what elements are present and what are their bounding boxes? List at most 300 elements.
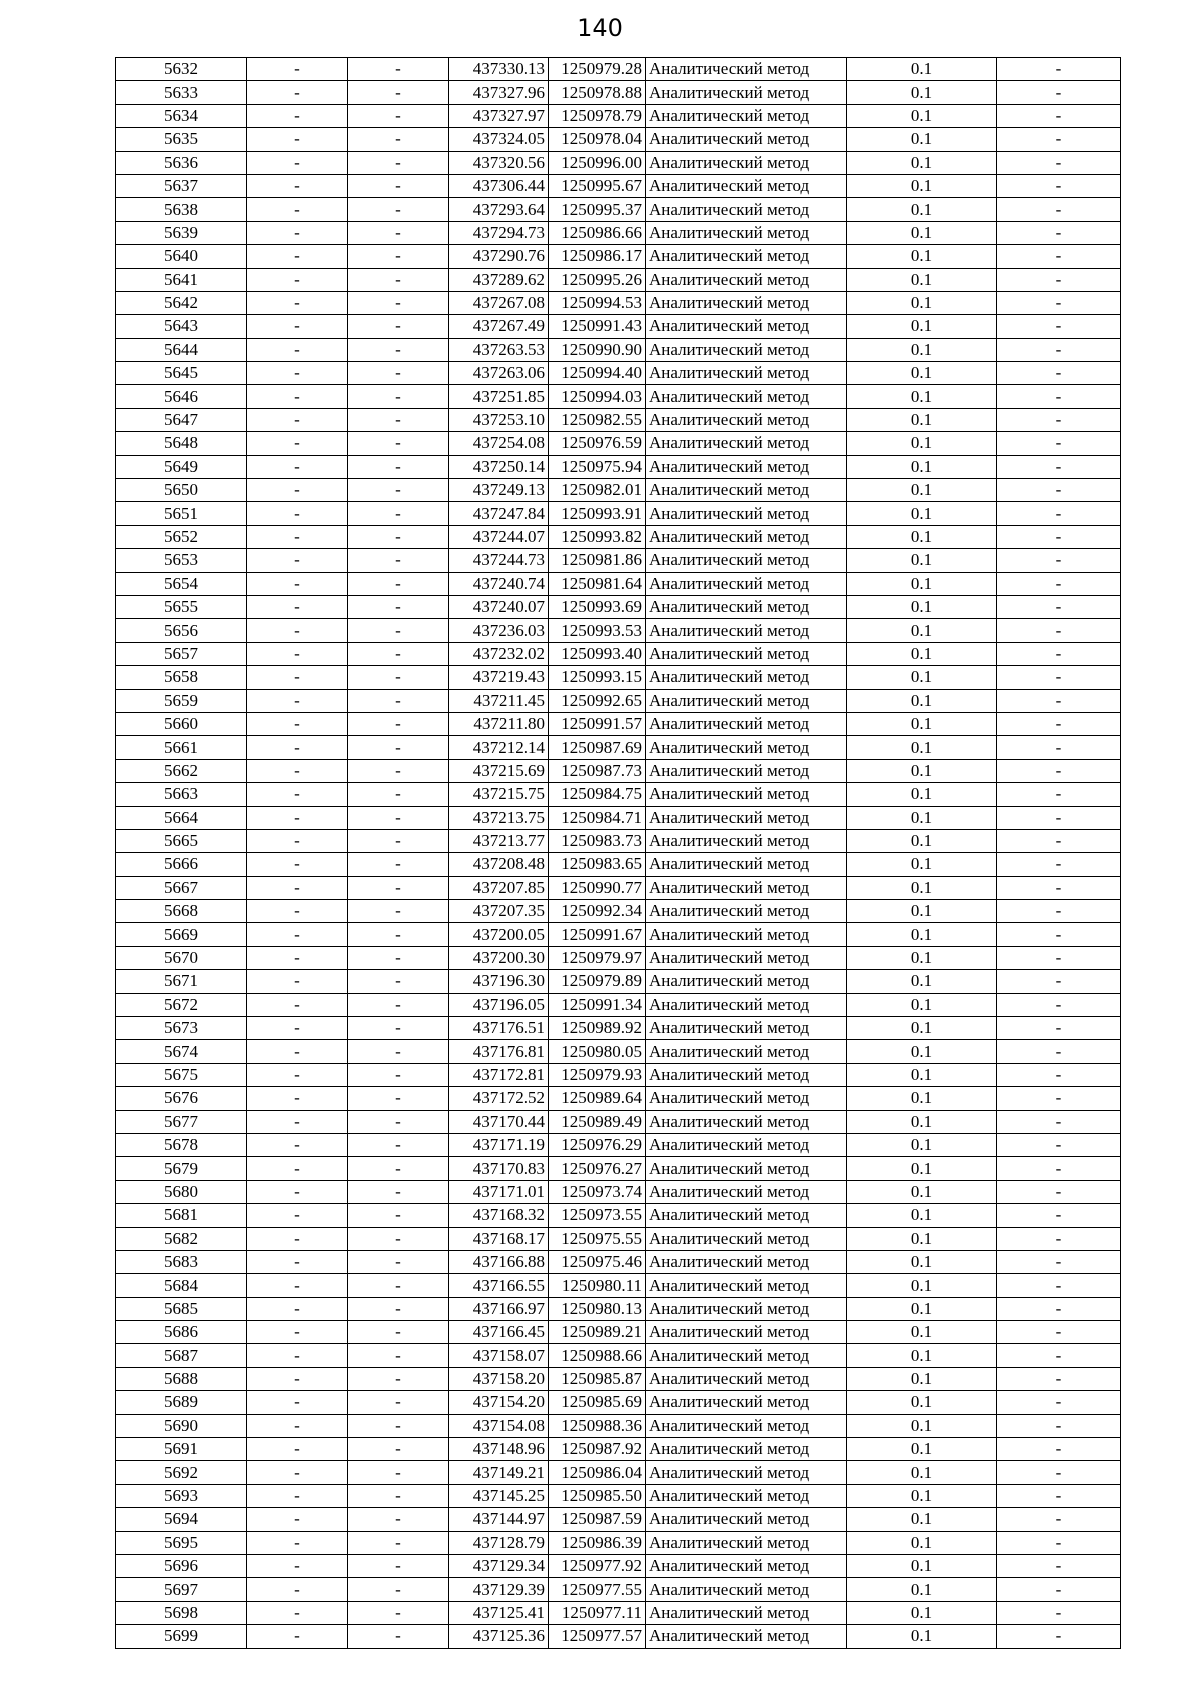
table-row [116,946,1121,969]
accuracy-cell: 0.1 [847,689,997,712]
note-cell: - [997,432,1121,455]
x-coordinate-cell: 437200.30 [449,946,549,969]
y-coordinate-cell: 1250978.79 [549,104,646,127]
note-cell: - [997,479,1121,502]
point-number-cell: 5693 [116,1484,247,1507]
method-cell: Аналитический метод [646,151,847,174]
note-cell: - [997,1531,1121,1554]
method-cell: Аналитический метод [646,1344,847,1367]
point-number-cell: 5634 [116,104,247,127]
table-row [116,1601,1121,1624]
x-coordinate-cell: 437263.06 [449,362,549,385]
accuracy-cell: 0.1 [847,1508,997,1531]
point-number-cell: 5641 [116,268,247,291]
y-coordinate-cell: 1250989.21 [549,1321,646,1344]
dash-cell-2: - [348,1180,449,1203]
x-coordinate-cell: 437294.73 [449,221,549,244]
note-cell: - [997,525,1121,548]
dash-cell-1: - [247,1250,348,1273]
point-number-cell: 5633 [116,81,247,104]
dash-cell-2: - [348,783,449,806]
note-cell: - [997,923,1121,946]
point-number-cell: 5657 [116,642,247,665]
table-row [116,1391,1121,1414]
method-cell: Аналитический метод [646,338,847,361]
point-number-cell: 5684 [116,1274,247,1297]
x-coordinate-cell: 437215.69 [449,759,549,782]
dash-cell-1: - [247,549,348,572]
note-cell: - [997,900,1121,923]
accuracy-cell: 0.1 [847,806,997,829]
note-cell: - [997,104,1121,127]
accuracy-cell: 0.1 [847,1204,997,1227]
table-row [116,1133,1121,1156]
method-cell: Аналитический метод [646,900,847,923]
accuracy-cell: 0.1 [847,1601,997,1624]
dash-cell-2: - [348,315,449,338]
y-coordinate-cell: 1250989.92 [549,1017,646,1040]
x-coordinate-cell: 437207.85 [449,876,549,899]
accuracy-cell: 0.1 [847,1040,997,1063]
accuracy-cell: 0.1 [847,759,997,782]
method-cell: Аналитический метод [646,221,847,244]
note-cell: - [997,642,1121,665]
x-coordinate-cell: 437251.85 [449,385,549,408]
note-cell: - [997,245,1121,268]
y-coordinate-cell: 1250979.97 [549,946,646,969]
x-coordinate-cell: 437253.10 [449,408,549,431]
accuracy-cell: 0.1 [847,128,997,151]
method-cell: Аналитический метод [646,1157,847,1180]
accuracy-cell: 0.1 [847,1110,997,1133]
note-cell: - [997,198,1121,221]
dash-cell-2: - [348,58,449,81]
point-number-cell: 5688 [116,1367,247,1390]
point-number-cell: 5680 [116,1180,247,1203]
dash-cell-2: - [348,1391,449,1414]
dash-cell-2: - [348,1601,449,1624]
accuracy-cell: 0.1 [847,1250,997,1273]
x-coordinate-cell: 437240.07 [449,595,549,618]
table-row [116,1063,1121,1086]
y-coordinate-cell: 1250993.91 [549,502,646,525]
method-cell: Аналитический метод [646,572,847,595]
accuracy-cell: 0.1 [847,1180,997,1203]
x-coordinate-cell: 437154.20 [449,1391,549,1414]
note-cell: - [997,1321,1121,1344]
table-row [116,1461,1121,1484]
note-cell: - [997,829,1121,852]
point-number-cell: 5658 [116,666,247,689]
x-coordinate-cell: 437196.05 [449,993,549,1016]
table-row [116,291,1121,314]
x-coordinate-cell: 437125.36 [449,1625,549,1648]
x-coordinate-cell: 437215.75 [449,783,549,806]
table-row [116,104,1121,127]
table-row [116,221,1121,244]
dash-cell-2: - [348,572,449,595]
x-coordinate-cell: 437327.96 [449,81,549,104]
y-coordinate-cell: 1250973.74 [549,1180,646,1203]
point-number-cell: 5640 [116,245,247,268]
table-row [116,1250,1121,1273]
table-row [116,1531,1121,1554]
x-coordinate-cell: 437267.49 [449,315,549,338]
note-cell: - [997,408,1121,431]
dash-cell-2: - [348,549,449,572]
dash-cell-2: - [348,595,449,618]
accuracy-cell: 0.1 [847,853,997,876]
dash-cell-1: - [247,174,348,197]
dash-cell-1: - [247,1531,348,1554]
y-coordinate-cell: 1250980.05 [549,1040,646,1063]
dash-cell-2: - [348,900,449,923]
method-cell: Аналитический метод [646,1578,847,1601]
dash-cell-1: - [247,923,348,946]
dash-cell-2: - [348,1414,449,1437]
table-row [116,642,1121,665]
y-coordinate-cell: 1250991.34 [549,993,646,1016]
dash-cell-1: - [247,946,348,969]
y-coordinate-cell: 1250995.37 [549,198,646,221]
dash-cell-2: - [348,479,449,502]
x-coordinate-cell: 437208.48 [449,853,549,876]
method-cell: Аналитический метод [646,923,847,946]
dash-cell-2: - [348,1017,449,1040]
table-body [116,58,1121,1649]
x-coordinate-cell: 437171.19 [449,1133,549,1156]
y-coordinate-cell: 1250975.46 [549,1250,646,1273]
method-cell: Аналитический метод [646,1297,847,1320]
method-cell: Аналитический метод [646,1087,847,1110]
note-cell: - [997,595,1121,618]
dash-cell-1: - [247,221,348,244]
x-coordinate-cell: 437320.56 [449,151,549,174]
y-coordinate-cell: 1250993.69 [549,595,646,618]
dash-cell-2: - [348,712,449,735]
table-row [116,829,1121,852]
accuracy-cell: 0.1 [847,1555,997,1578]
dash-cell-1: - [247,1321,348,1344]
dash-cell-1: - [247,1484,348,1507]
accuracy-cell: 0.1 [847,1087,997,1110]
table-row [116,970,1121,993]
page-number: 140 [577,14,623,42]
x-coordinate-cell: 437244.73 [449,549,549,572]
point-number-cell: 5639 [116,221,247,244]
dash-cell-1: - [247,900,348,923]
accuracy-cell: 0.1 [847,572,997,595]
method-cell: Аналитический метод [646,642,847,665]
method-cell: Аналитический метод [646,1601,847,1624]
note-cell: - [997,1508,1121,1531]
y-coordinate-cell: 1250991.67 [549,923,646,946]
table-row [116,993,1121,1016]
table-row [116,1321,1121,1344]
dash-cell-1: - [247,876,348,899]
accuracy-cell: 0.1 [847,362,997,385]
dash-cell-1: - [247,619,348,642]
dash-cell-1: - [247,806,348,829]
x-coordinate-cell: 437196.30 [449,970,549,993]
point-number-cell: 5669 [116,923,247,946]
point-number-cell: 5675 [116,1063,247,1086]
x-coordinate-cell: 437207.35 [449,900,549,923]
table-row [116,58,1121,81]
table-row [116,783,1121,806]
y-coordinate-cell: 1250987.73 [549,759,646,782]
y-coordinate-cell: 1250992.65 [549,689,646,712]
dash-cell-2: - [348,198,449,221]
x-coordinate-cell: 437171.01 [449,1180,549,1203]
point-number-cell: 5667 [116,876,247,899]
dash-cell-1: - [247,595,348,618]
method-cell: Аналитический метод [646,362,847,385]
accuracy-cell: 0.1 [847,479,997,502]
table-row [116,385,1121,408]
y-coordinate-cell: 1250984.71 [549,806,646,829]
y-coordinate-cell: 1250979.28 [549,58,646,81]
note-cell: - [997,385,1121,408]
note-cell: - [997,268,1121,291]
x-coordinate-cell: 437244.07 [449,525,549,548]
dash-cell-1: - [247,1157,348,1180]
x-coordinate-cell: 437166.97 [449,1297,549,1320]
note-cell: - [997,993,1121,1016]
note-cell: - [997,1461,1121,1484]
note-cell: - [997,1087,1121,1110]
x-coordinate-cell: 437247.84 [449,502,549,525]
x-coordinate-cell: 437172.81 [449,1063,549,1086]
dash-cell-2: - [348,689,449,712]
point-number-cell: 5698 [116,1601,247,1624]
method-cell: Аналитический метод [646,829,847,852]
dash-cell-2: - [348,1484,449,1507]
table-row [116,1087,1121,1110]
dash-cell-1: - [247,291,348,314]
dash-cell-2: - [348,151,449,174]
dash-cell-2: - [348,666,449,689]
note-cell: - [997,1391,1121,1414]
x-coordinate-cell: 437166.88 [449,1250,549,1273]
dash-cell-2: - [348,104,449,127]
table-row [116,338,1121,361]
x-coordinate-cell: 437154.08 [449,1414,549,1437]
note-cell: - [997,1040,1121,1063]
x-coordinate-cell: 437219.43 [449,666,549,689]
dash-cell-1: - [247,1578,348,1601]
accuracy-cell: 0.1 [847,1414,997,1437]
table-row [116,1438,1121,1461]
dash-cell-2: - [348,525,449,548]
dash-cell-2: - [348,642,449,665]
dash-cell-2: - [348,1508,449,1531]
dash-cell-2: - [348,1625,449,1648]
point-number-cell: 5645 [116,362,247,385]
point-number-cell: 5659 [116,689,247,712]
table-row [116,1227,1121,1250]
dash-cell-2: - [348,81,449,104]
x-coordinate-cell: 437240.74 [449,572,549,595]
method-cell: Аналитический метод [646,291,847,314]
dash-cell-2: - [348,1133,449,1156]
accuracy-cell: 0.1 [847,1321,997,1344]
dash-cell-1: - [247,1017,348,1040]
table-row [116,1180,1121,1203]
note-cell: - [997,1578,1121,1601]
dash-cell-1: - [247,502,348,525]
method-cell: Аналитический метод [646,1040,847,1063]
note-cell: - [997,455,1121,478]
dash-cell-1: - [247,525,348,548]
y-coordinate-cell: 1250977.57 [549,1625,646,1648]
method-cell: Аналитический метод [646,525,847,548]
note-cell: - [997,128,1121,151]
note-cell: - [997,1180,1121,1203]
table-row [116,806,1121,829]
accuracy-cell: 0.1 [847,1625,997,1648]
method-cell: Аналитический метод [646,1438,847,1461]
x-coordinate-cell: 437232.02 [449,642,549,665]
x-coordinate-cell: 437211.80 [449,712,549,735]
y-coordinate-cell: 1250986.17 [549,245,646,268]
y-coordinate-cell: 1250979.93 [549,1063,646,1086]
point-number-cell: 5681 [116,1204,247,1227]
x-coordinate-cell: 437149.21 [449,1461,549,1484]
x-coordinate-cell: 437144.97 [449,1508,549,1531]
table-row [116,1508,1121,1531]
note-cell: - [997,1227,1121,1250]
accuracy-cell: 0.1 [847,104,997,127]
dash-cell-2: - [348,1531,449,1554]
table-row [116,1297,1121,1320]
dash-cell-2: - [348,876,449,899]
note-cell: - [997,1297,1121,1320]
x-coordinate-cell: 437211.45 [449,689,549,712]
dash-cell-2: - [348,245,449,268]
table-row [116,245,1121,268]
dash-cell-2: - [348,619,449,642]
y-coordinate-cell: 1250987.92 [549,1438,646,1461]
accuracy-cell: 0.1 [847,455,997,478]
dash-cell-1: - [247,759,348,782]
note-cell: - [997,1367,1121,1390]
table-row [116,923,1121,946]
dash-cell-2: - [348,1367,449,1390]
dash-cell-1: - [247,970,348,993]
y-coordinate-cell: 1250976.59 [549,432,646,455]
y-coordinate-cell: 1250993.53 [549,619,646,642]
method-cell: Аналитический метод [646,245,847,268]
table-row [116,1344,1121,1367]
table-row [116,81,1121,104]
method-cell: Аналитический метод [646,1133,847,1156]
y-coordinate-cell: 1250977.11 [549,1601,646,1624]
dash-cell-1: - [247,58,348,81]
method-cell: Аналитический метод [646,666,847,689]
method-cell: Аналитический метод [646,1414,847,1437]
point-number-cell: 5699 [116,1625,247,1648]
dash-cell-1: - [247,151,348,174]
table-row [116,619,1121,642]
accuracy-cell: 0.1 [847,993,997,1016]
table-row [116,666,1121,689]
method-cell: Аналитический метод [646,502,847,525]
method-cell: Аналитический метод [646,1508,847,1531]
note-cell: - [997,1601,1121,1624]
dash-cell-1: - [247,853,348,876]
note-cell: - [997,1063,1121,1086]
note-cell: - [997,666,1121,689]
dash-cell-2: - [348,1438,449,1461]
point-number-cell: 5697 [116,1578,247,1601]
x-coordinate-cell: 437213.77 [449,829,549,852]
y-coordinate-cell: 1250975.94 [549,455,646,478]
table-row [116,1157,1121,1180]
y-coordinate-cell: 1250982.55 [549,408,646,431]
method-cell: Аналитический метод [646,268,847,291]
note-cell: - [997,1017,1121,1040]
dash-cell-1: - [247,736,348,759]
x-coordinate-cell: 437172.52 [449,1087,549,1110]
point-number-cell: 5649 [116,455,247,478]
point-number-cell: 5646 [116,385,247,408]
method-cell: Аналитический метод [646,81,847,104]
accuracy-cell: 0.1 [847,338,997,361]
table-row [116,502,1121,525]
x-coordinate-cell: 437176.81 [449,1040,549,1063]
x-coordinate-cell: 437166.45 [449,1321,549,1344]
method-cell: Аналитический метод [646,1391,847,1414]
dash-cell-1: - [247,1367,348,1390]
y-coordinate-cell: 1250989.64 [549,1087,646,1110]
accuracy-cell: 0.1 [847,829,997,852]
accuracy-cell: 0.1 [847,1157,997,1180]
point-number-cell: 5653 [116,549,247,572]
table-row [116,549,1121,572]
dash-cell-1: - [247,642,348,665]
y-coordinate-cell: 1250978.88 [549,81,646,104]
note-cell: - [997,1250,1121,1273]
x-coordinate-cell: 437158.20 [449,1367,549,1390]
dash-cell-2: - [348,1274,449,1297]
accuracy-cell: 0.1 [847,619,997,642]
y-coordinate-cell: 1250978.04 [549,128,646,151]
point-number-cell: 5652 [116,525,247,548]
accuracy-cell: 0.1 [847,1063,997,1086]
accuracy-cell: 0.1 [847,642,997,665]
note-cell: - [997,853,1121,876]
accuracy-cell: 0.1 [847,1531,997,1554]
dash-cell-1: - [247,1040,348,1063]
accuracy-cell: 0.1 [847,1391,997,1414]
accuracy-cell: 0.1 [847,385,997,408]
dash-cell-2: - [348,1110,449,1133]
dash-cell-1: - [247,829,348,852]
accuracy-cell: 0.1 [847,198,997,221]
dash-cell-1: - [247,479,348,502]
dash-cell-2: - [348,806,449,829]
y-coordinate-cell: 1250993.82 [549,525,646,548]
table-row [116,1625,1121,1648]
point-number-cell: 5661 [116,736,247,759]
accuracy-cell: 0.1 [847,151,997,174]
accuracy-cell: 0.1 [847,221,997,244]
table-row [116,525,1121,548]
table-row [116,1040,1121,1063]
point-number-cell: 5647 [116,408,247,431]
dash-cell-2: - [348,502,449,525]
